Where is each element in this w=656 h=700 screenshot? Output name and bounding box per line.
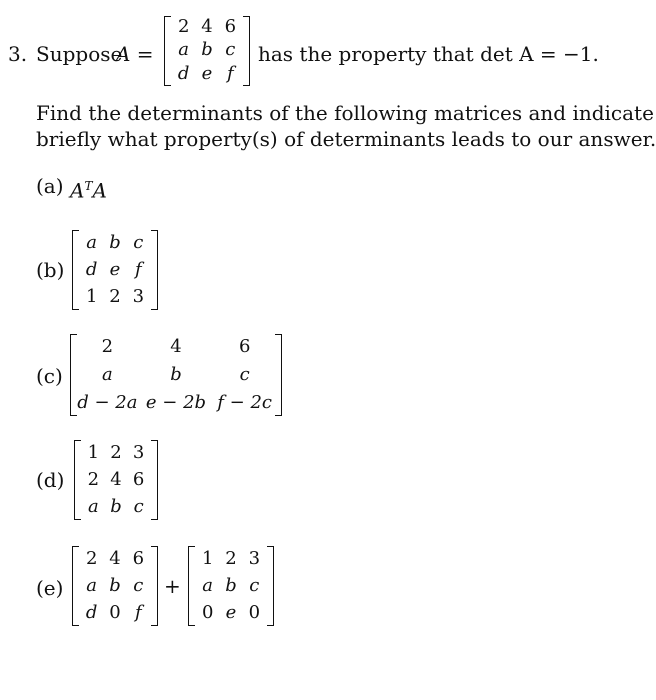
- matrix-cell: 2: [177, 16, 190, 37]
- matrix-cell: 1: [201, 548, 214, 569]
- matrix-cell: f: [134, 602, 142, 623]
- matrix-cell: b: [109, 575, 121, 596]
- left-bracket: [74, 440, 81, 520]
- part-a-label: (a): [36, 174, 64, 198]
- matrix-cell: e: [201, 62, 213, 84]
- right-bracket: [151, 546, 158, 626]
- matrix-cell: a: [101, 364, 113, 385]
- matrix-cell: f: [226, 62, 234, 84]
- matrix-cell: c: [133, 232, 144, 253]
- matrix-cell: c: [225, 39, 236, 61]
- instruction-line-1: Find the determinants of the following matrices and indicate: [36, 101, 654, 125]
- matrix-cell: e: [109, 259, 121, 280]
- problem-number: 3.: [8, 42, 28, 66]
- matrix-cell: 3: [248, 548, 261, 569]
- problem-intro: Suppose: [36, 42, 123, 66]
- part-a-expression: [70, 174, 107, 203]
- matrix-cell: e − 2b: [145, 392, 207, 413]
- left-bracket: [188, 546, 195, 626]
- matrix-cell: 0: [109, 602, 121, 623]
- matrix-cell: d − 2a: [77, 392, 138, 413]
- right-bracket: [275, 334, 282, 416]
- right-bracket: [267, 546, 274, 626]
- instruction-line-2: briefly what property(s) of determinants leads to our answer.: [36, 127, 656, 151]
- matrix-cell: 3: [132, 286, 145, 307]
- part-e-label: (e): [36, 576, 64, 600]
- matrix-b: [72, 230, 158, 310]
- matrix-cell: 4: [109, 548, 121, 569]
- matrix-cell: 2: [109, 286, 121, 307]
- left-bracket: [72, 546, 79, 626]
- part-a-base: A: [70, 178, 85, 203]
- right-bracket: [243, 16, 250, 86]
- part-a-tail: A: [92, 178, 107, 203]
- matrix-cell: d: [85, 602, 98, 623]
- matrix-cell: 2: [101, 336, 114, 357]
- matrix-cell: 6: [132, 548, 145, 569]
- matrix-cell: 6: [224, 16, 237, 37]
- matrix-cell: 2: [110, 442, 122, 463]
- matrix-c: [70, 334, 282, 416]
- part-b-label: (b): [36, 258, 65, 282]
- matrix-e1: [72, 546, 158, 626]
- matrix-cell: a: [202, 575, 214, 596]
- matrix-cell: 0: [248, 602, 261, 623]
- matrix-cell: c: [249, 575, 260, 596]
- matrix-cell: 1: [87, 442, 100, 463]
- matrix-cell: 2: [225, 548, 237, 569]
- left-bracket: [70, 334, 77, 416]
- problem-property: has the property that det A = −1.: [258, 42, 599, 66]
- matrix-cell: d: [85, 259, 98, 280]
- matrix-cell: b: [170, 364, 182, 385]
- right-bracket: [151, 230, 158, 310]
- matrix-cell: 6: [132, 469, 145, 490]
- matrix-cell: 4: [110, 469, 122, 490]
- matrix-cell: c: [133, 575, 144, 596]
- left-bracket: [164, 16, 171, 86]
- matrix-e2: [188, 546, 274, 626]
- matrix-cell: 6: [238, 336, 251, 357]
- matrix-cell: 4: [170, 336, 182, 357]
- matrix-cell: f: [134, 259, 142, 280]
- left-bracket: [72, 230, 79, 310]
- matrix-d: [74, 440, 158, 520]
- matrix-cell: a: [86, 575, 98, 596]
- matrix-cell: b: [201, 39, 213, 61]
- matrix-cell: 1: [85, 286, 98, 307]
- part-a-sup: T: [84, 179, 93, 193]
- matrix-cell: b: [109, 232, 121, 253]
- matrix-cell: a: [86, 232, 98, 253]
- matrix-cell: a: [178, 39, 190, 61]
- part-c-label: (c): [36, 364, 63, 388]
- right-bracket: [151, 440, 158, 520]
- matrix-A: [164, 16, 250, 86]
- matrix-cell: c: [133, 496, 144, 517]
- matrix-cell: b: [110, 496, 122, 517]
- matrix-a-label: A =: [116, 42, 154, 66]
- matrix-cell: f − 2c: [217, 392, 273, 413]
- matrix-cell: 3: [132, 442, 145, 463]
- matrix-cell: 2: [87, 469, 100, 490]
- matrix-cell: 2: [85, 548, 98, 569]
- part-d-label: (d): [36, 468, 65, 492]
- matrix-cell: a: [87, 496, 99, 517]
- matrix-cell: c: [239, 364, 250, 385]
- matrix-cell: d: [177, 62, 190, 84]
- matrix-cell: e: [225, 602, 237, 623]
- matrix-cell: 0: [201, 602, 214, 623]
- plus-sign: +: [164, 574, 181, 598]
- matrix-cell: 4: [201, 16, 213, 37]
- matrix-cell: b: [225, 575, 237, 596]
